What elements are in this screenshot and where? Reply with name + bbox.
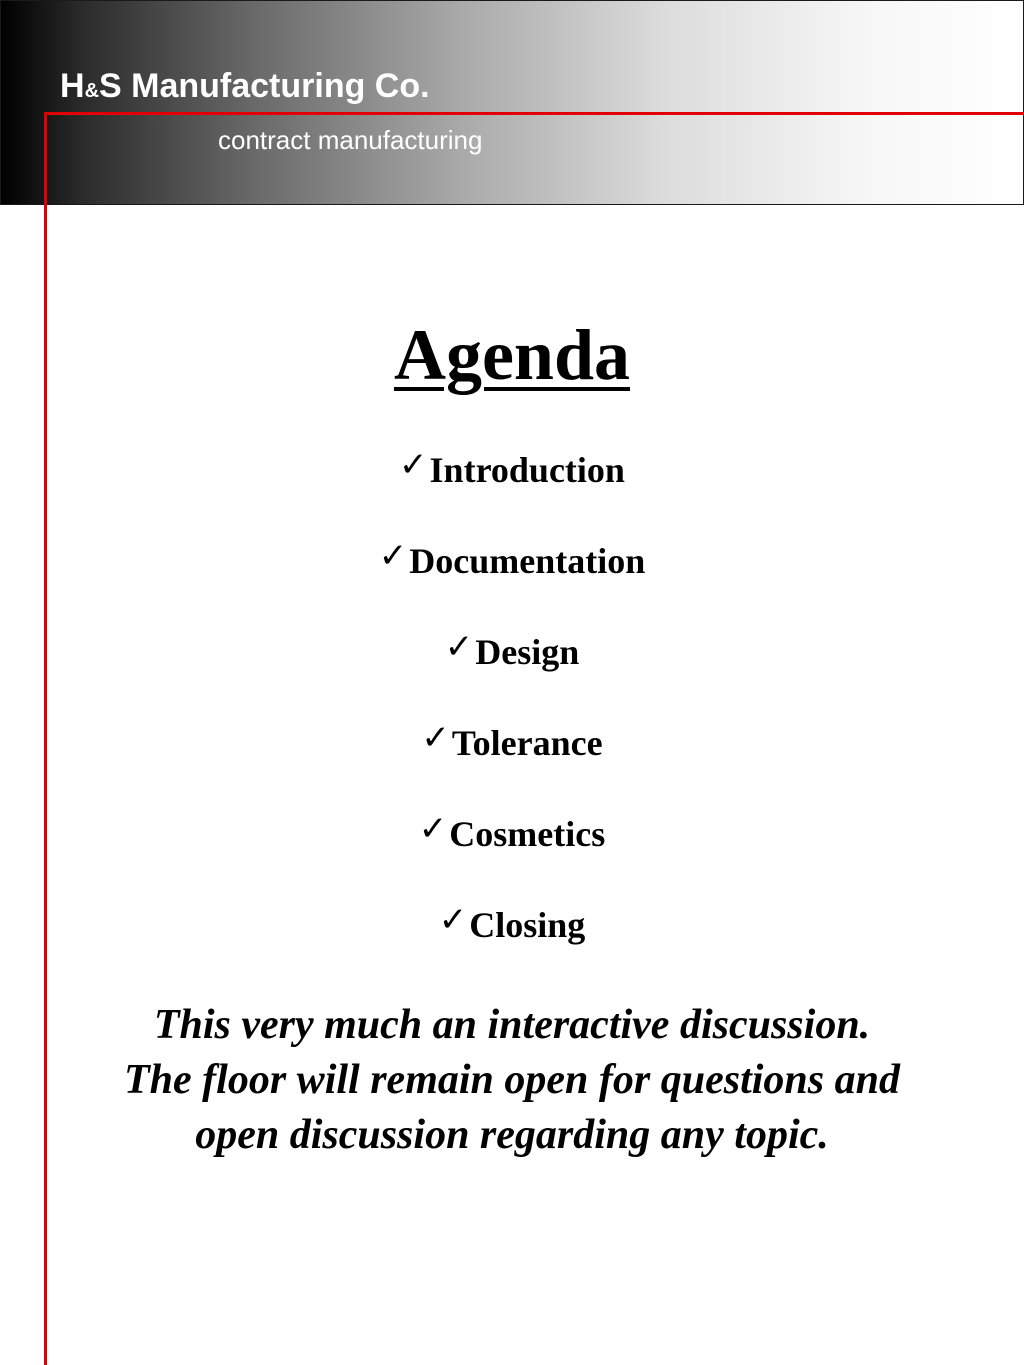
check-icon: ✓ — [421, 718, 450, 758]
check-icon: ✓ — [418, 809, 448, 849]
agenda-item-label: Documentation — [409, 541, 646, 581]
check-icon: ✓ — [399, 445, 428, 485]
agenda-item-closing — [47, 900, 977, 994]
company-name — [60, 66, 430, 111]
agenda-item-label: Tolerance — [451, 723, 603, 763]
agenda-item-tolerance — [47, 718, 977, 812]
slide-content — [47, 300, 977, 1163]
company-tagline: contract manufacturing — [218, 125, 483, 155]
agenda-item-cosmetics — [47, 809, 977, 903]
company-name-part2: S Manufacturing Co. — [99, 67, 430, 105]
agenda-item-label: Introduction — [429, 450, 625, 490]
check-icon: ✓ — [438, 900, 468, 940]
agenda-list — [47, 445, 977, 994]
red-accent-line-horizontal — [44, 112, 1024, 115]
agenda-item-design — [47, 627, 977, 721]
company-name-part1: H — [60, 67, 85, 105]
agenda-item-label: Design — [475, 632, 580, 672]
check-icon: ✓ — [444, 627, 474, 667]
company-name-ampersand: & — [84, 80, 100, 102]
agenda-item-documentation — [47, 536, 977, 630]
agenda-item-label: Cosmetics — [449, 814, 606, 854]
discussion-note: This very much an interactive discussion. The floor will remain open for questions and open discussion regarding any topic. — [124, 1002, 900, 1158]
agenda-title: Agenda — [393, 315, 631, 395]
agenda-item-introduction — [47, 445, 977, 539]
check-icon: ✓ — [378, 536, 408, 576]
agenda-item-label: Closing — [469, 905, 586, 945]
